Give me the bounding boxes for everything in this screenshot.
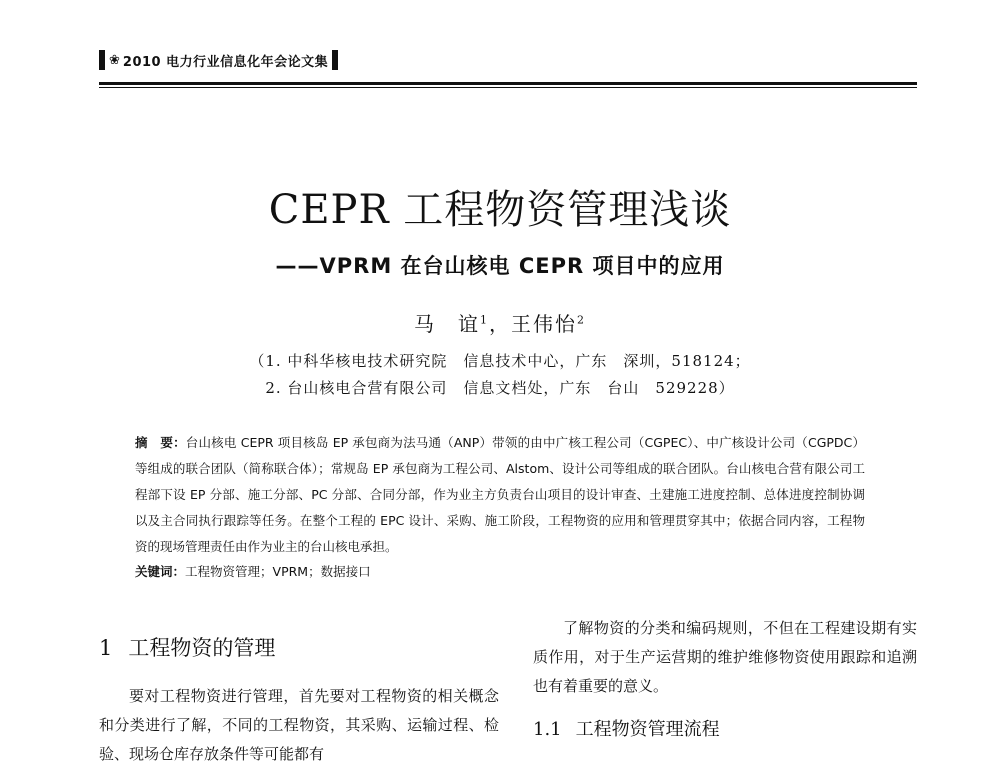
- author-2-name: 王伟怡: [511, 312, 577, 336]
- running-header-box: [99, 50, 338, 70]
- running-header-text: 2010 电力行业信息化年会论文集: [122, 54, 329, 70]
- paper-subtitle: ——VPRM 在台山核电 CEPR 项目中的应用: [275, 254, 725, 278]
- header-rule-thick: [99, 82, 917, 85]
- keywords-text: 工程物资管理；VPRM；数据接口: [185, 564, 371, 579]
- paper-title: CEPR 工程物资管理浅谈: [268, 187, 732, 233]
- section-1-title: 工程物资的管理: [128, 636, 276, 660]
- section-1-heading: [99, 632, 275, 662]
- flower-emblem-icon: ❀: [109, 52, 120, 68]
- section-1-paragraph: 要对工程物资进行管理，首先要对工程物资的相关概念和分类进行了解，不同的工程物资，其采购、运输过程、检验、现场仓库存放条件等可能都有: [99, 687, 499, 763]
- keywords: [135, 562, 371, 580]
- section-1-number: 1: [99, 636, 113, 660]
- author-1-name: 马 谊: [414, 312, 480, 336]
- affiliation-2: 2. 台山核电合营有限公司 信息文档处，广东 台山 529228）: [265, 379, 735, 397]
- author-separator: ，: [489, 312, 511, 336]
- header-rule-thin: [99, 87, 917, 88]
- right-column-paragraph: 了解物资的分类和编码规则，不但在工程建设期有实质作用，对于生产运营期的维护维修物资使用跟踪和追溯也有着重要的意义。: [533, 619, 917, 695]
- right-column: [533, 614, 917, 701]
- subsection-1-1-number: 1.1: [533, 719, 562, 740]
- subsection-1-1-heading: [533, 715, 720, 741]
- affiliation-1: （1. 中科华核电技术研究院 信息技术中心，广东 深圳，518124；: [249, 352, 751, 370]
- author-1-affil-mark: 1: [480, 313, 489, 327]
- subsection-1-1-title: 工程物资管理流程: [575, 719, 720, 740]
- abstract: [135, 430, 865, 560]
- abstract-label: 摘 要：: [135, 435, 186, 450]
- running-header: [99, 48, 338, 72]
- author-line: [0, 308, 1000, 337]
- keywords-label: 关键词：: [135, 564, 186, 579]
- abstract-text: 台山核电 CEPR 项目核岛 EP 承包商为法马通（ANP）带领的由中广核工程公司（CGPEC）、中广核设计公司（CGPDC）等组成的联合团队（简称联合体）；常规岛 EP 承包商为工程公司、Alstom、设计公司等组成的联合团队。台山核电合营有限公司工程部下设 EP 分部、施工分部、PC 分部、合同分部，作为业主方负责台山项目的设计审查、土建施工进度控制、总体进度控制协调以及主合同执行跟踪等任务。在整个工程的 EPC 设计、采购、施工阶段，工程物资的应用和管理贯穿其中；依据合同内容，工程物资的现场管理责任由作为业主的台山核电承担。: [135, 435, 865, 554]
- author-2-affil-mark: 2: [577, 313, 586, 327]
